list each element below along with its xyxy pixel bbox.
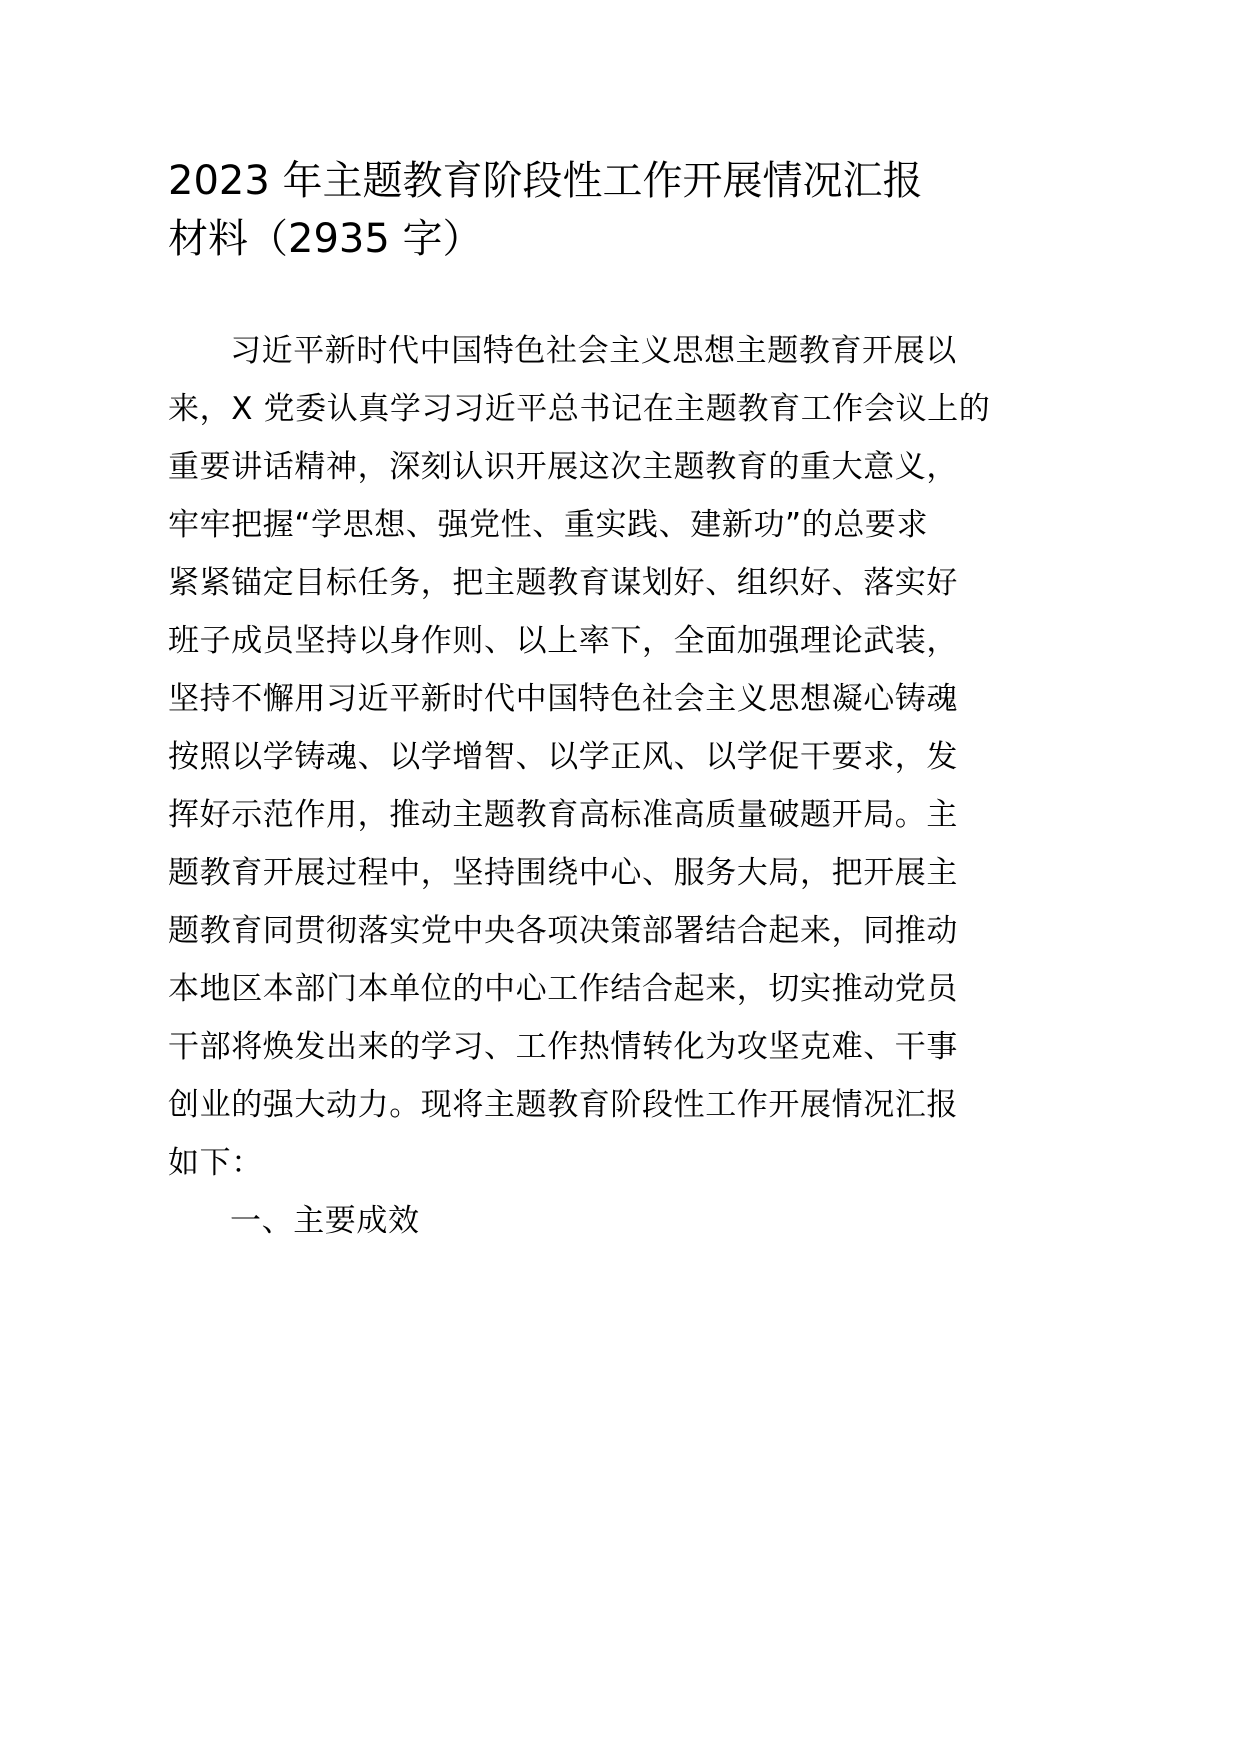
title-line-2: 材料（2935 字） [168,216,483,262]
paragraph-line: 题教育开展过程中，坚持围绕中心、服务大局，把开展主 [168,855,958,891]
paragraph-line: 如下： [168,1145,263,1181]
paragraph-line: 重要讲话精神，深刻认识开展这次主题教育的重大意义， [168,449,958,485]
paragraph-line: 班子成员坚持以身作则、以上率下，全面加强理论武装， [168,623,958,659]
paragraph-line: 坚持不懈用习近平新时代中国特色社会主义思想凝心铸魂 [168,681,958,717]
paragraph-line: 题教育同贯彻落实党中央各项决策部署结合起来，同推动 [168,913,958,949]
document-body [168,322,991,1250]
paragraph-line: 创业的强大动力。现将主题教育阶段性工作开展情况汇报 [168,1087,958,1123]
paragraph-line: 干部将焕发出来的学习、工作热情转化为攻坚克难、干事 [168,1029,958,1065]
paragraph-line: 习近平新时代中国特色社会主义思想主题教育开展以 [230,333,957,369]
paragraph-line: 按照以学铸魂、以学增智、以学正风、以学促干要求，发 [168,739,958,775]
paragraph-line: 紧紧锚定目标任务，把主题教育谋划好、组织好、落实好 [168,565,958,601]
paragraph-line: 挥好示范作用，推动主题教育高标准高质量破题开局。主 [168,797,958,833]
paragraph-line: 本地区本部门本单位的中心工作结合起来，切实推动党员 [168,971,958,1007]
document-title [168,152,944,268]
intro-paragraph [168,322,991,1192]
title-line-1: 2023 年主题教育阶段性工作开展情况汇报 [168,158,923,204]
paragraph-line: 来，X 党委认真学习习近平总书记在主题教育工作会议上的 [168,391,991,427]
section-heading: 一、主要成效 [230,1203,420,1239]
paragraph-line: 牢牢把握“学思想、强党性、重实践、建新功”的总要求 [168,507,929,543]
